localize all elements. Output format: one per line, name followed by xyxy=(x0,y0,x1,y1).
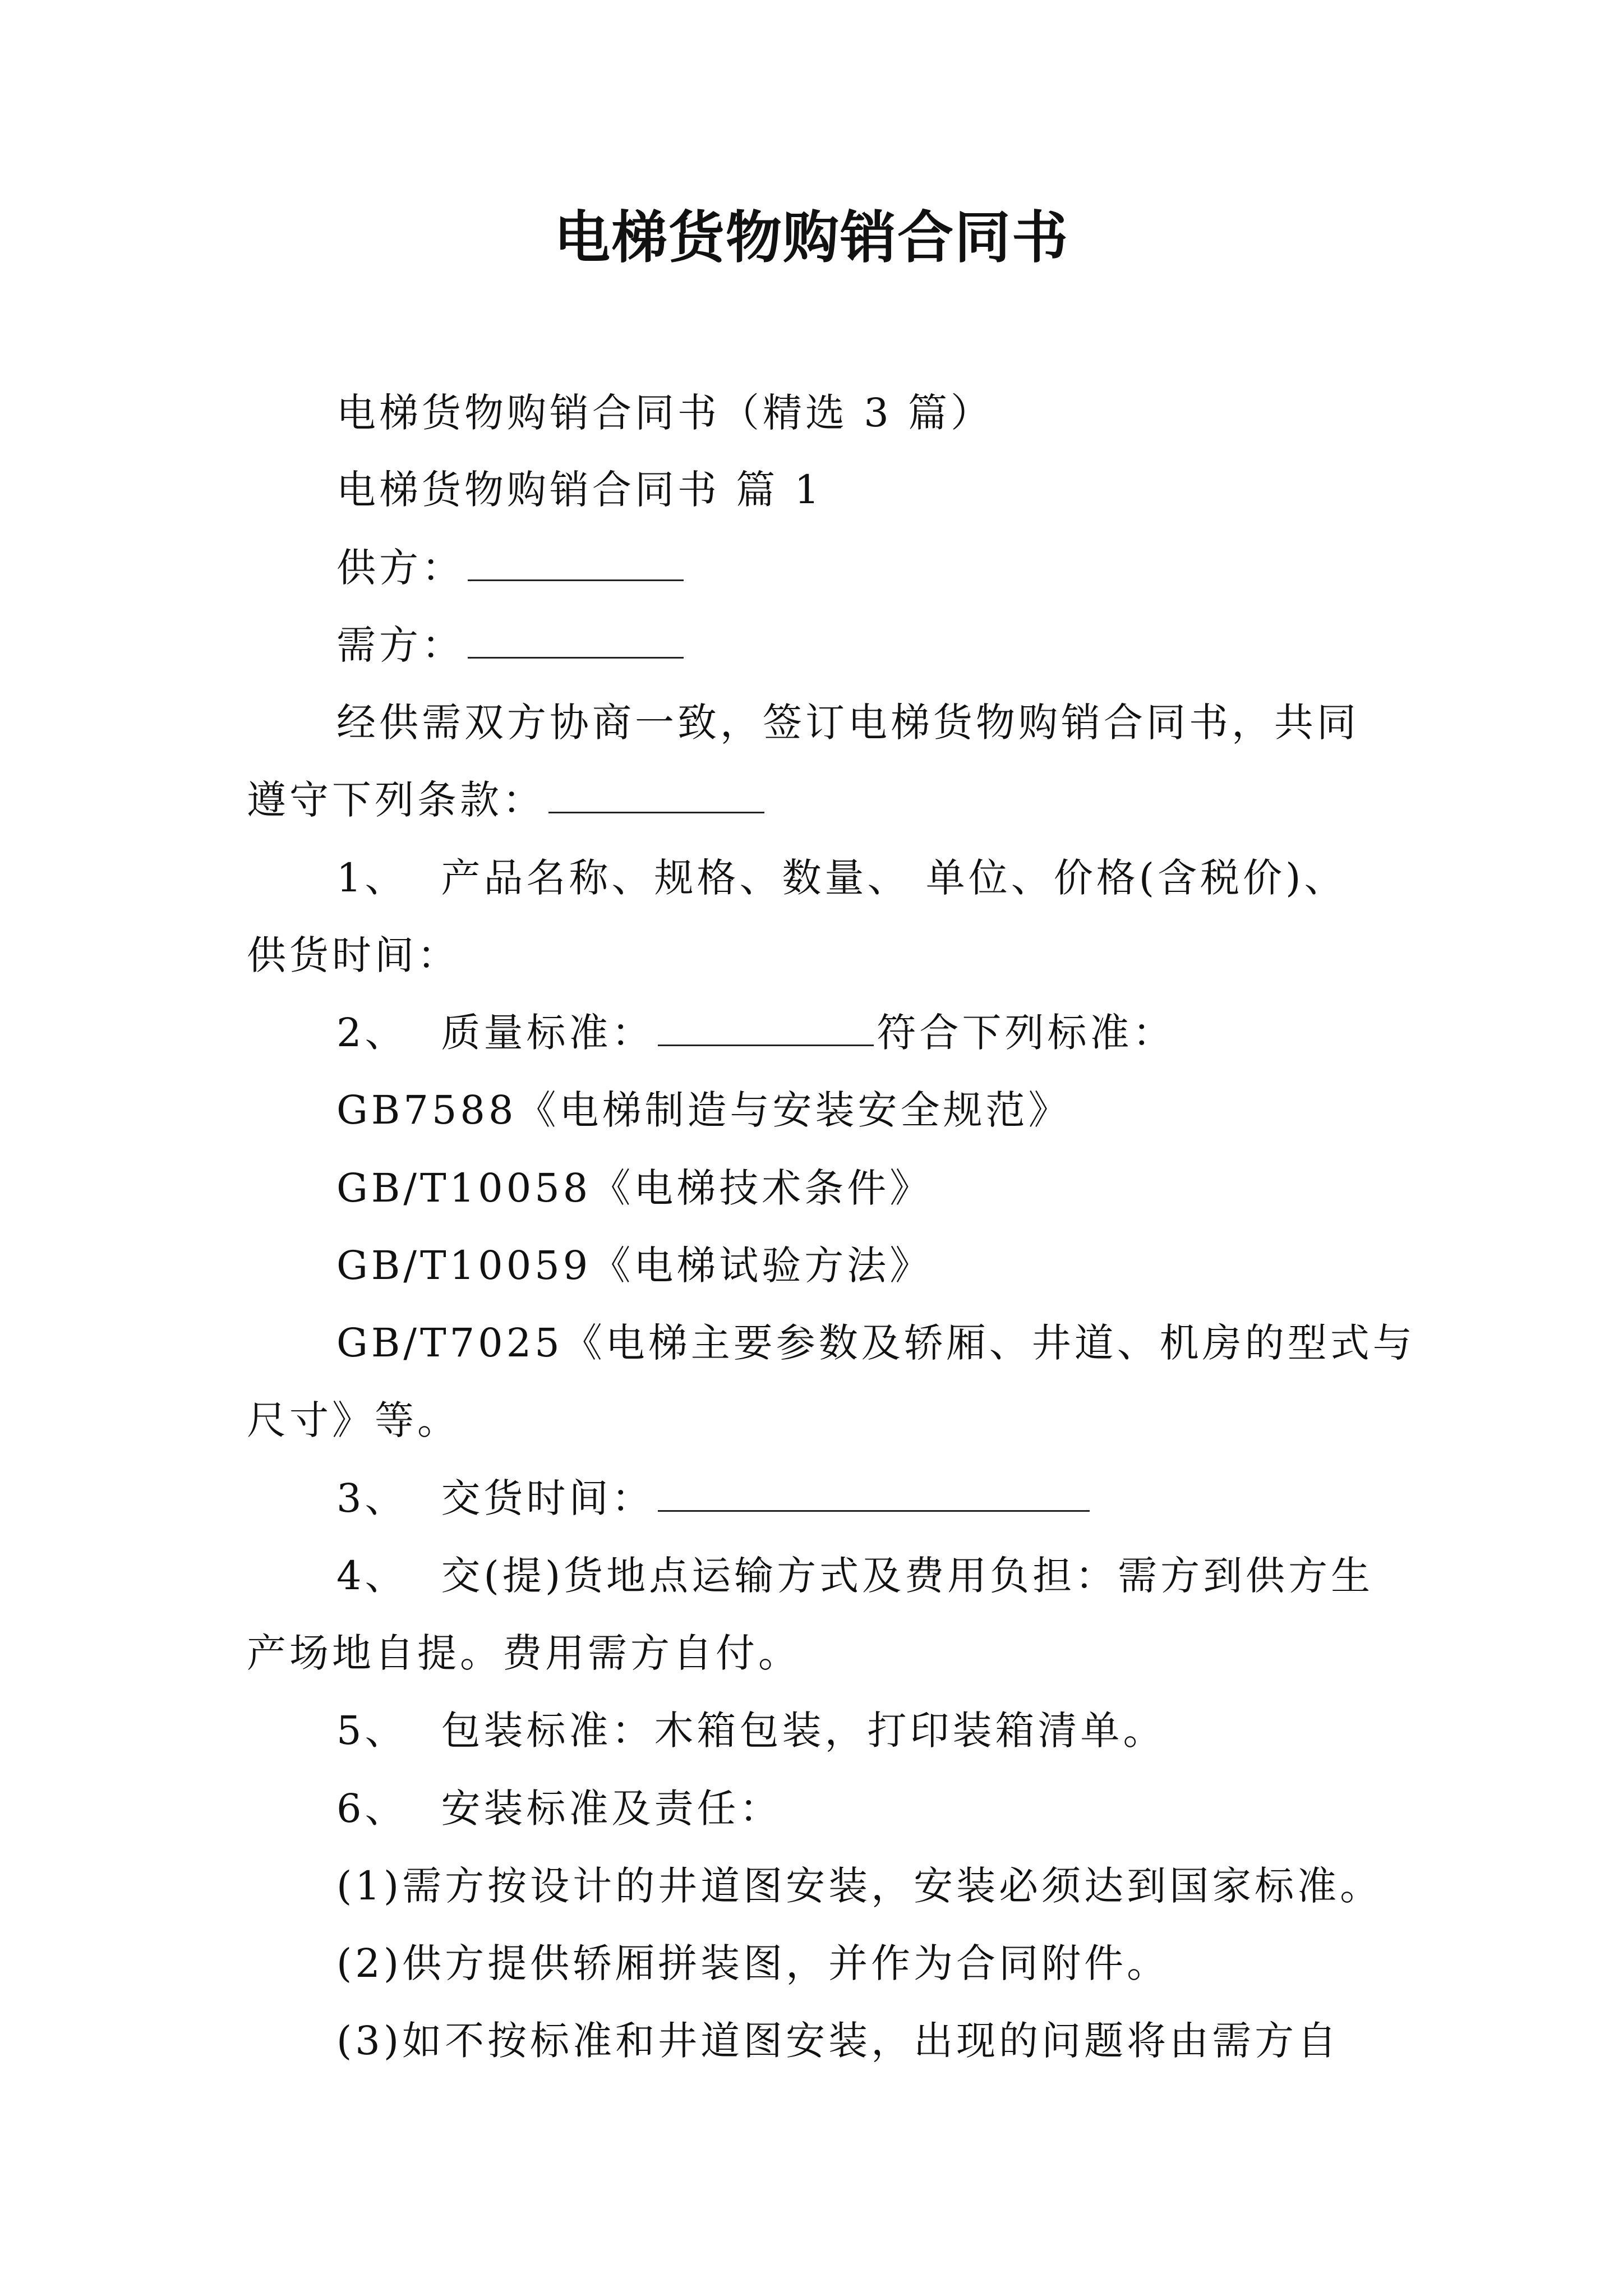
item-1-line-1 xyxy=(336,850,1347,906)
item-1-number: 1、 xyxy=(336,855,408,901)
intro-line-2 xyxy=(247,772,768,828)
item-6-line xyxy=(336,1780,782,1837)
item-2-line xyxy=(336,1005,1175,1061)
item-2-number: 2、 xyxy=(336,1010,408,1056)
buyer-label: 需方： xyxy=(336,622,464,668)
item-2-text-b: 符合下列标准： xyxy=(877,1010,1175,1056)
document-subtitle: 电梯货物购销合同书（精选 3 篇） xyxy=(336,390,994,436)
intro-blank xyxy=(548,772,764,813)
item-3-number: 3、 xyxy=(336,1475,408,1521)
item-2-text-a: 质量标准： xyxy=(441,1010,654,1056)
item-1-line-2: 供货时间： xyxy=(247,932,460,978)
sub-clause-1: (1)需方按设计的井道图安装，安装必须达到国家标准。 xyxy=(336,1863,1383,1909)
item-4-line-1 xyxy=(336,1548,1373,1604)
sub-clause-2: (2)供方提供轿厢拼装图，并作为合同附件。 xyxy=(336,1940,1170,1986)
item-5-text: 包装标准：木箱包装，打印装箱清单。 xyxy=(441,1708,1166,1754)
item-4-number: 4、 xyxy=(336,1553,408,1599)
item-4-line-2: 产场地自提。费用需方自付。 xyxy=(247,1630,801,1676)
sub-clause-3: (3)如不按标准和井道图安装，出现的问题将由需方自 xyxy=(336,2018,1340,2064)
buyer-blank xyxy=(468,618,684,659)
section-heading: 电梯货物购销合同书 篇 1 xyxy=(336,467,823,513)
item-3-text: 交货时间： xyxy=(441,1475,654,1521)
supplier-label: 供方： xyxy=(336,545,464,591)
item-5-line xyxy=(336,1703,1166,1759)
quality-blank xyxy=(658,1005,874,1046)
document-title: 电梯货物购销合同书 xyxy=(554,204,1069,270)
standard-4-line-2: 尺寸》等。 xyxy=(247,1397,460,1443)
item-6-number: 6、 xyxy=(336,1786,408,1832)
standard-3: GB/T10059《电梯试验方法》 xyxy=(336,1243,933,1289)
item-6-text: 安装标准及责任： xyxy=(441,1786,782,1832)
delivery-time-blank xyxy=(658,1471,1090,1512)
supplier-line xyxy=(336,540,687,596)
supplier-blank xyxy=(468,540,684,581)
intro-line-1: 经供需双方协商一致，签订电梯货物购销合同书，共同 xyxy=(336,700,1359,746)
standard-1: GB7588《电梯制造与安装安全规范》 xyxy=(336,1087,1071,1133)
standard-4-line-1: GB/T7025《电梯主要参数及轿厢、井道、机房的型式与 xyxy=(336,1320,1415,1366)
item-1-text: 产品名称、规格、数量、 单位、价格(含税价)、 xyxy=(441,855,1347,901)
item-3-line xyxy=(336,1470,1093,1526)
buyer-line xyxy=(336,617,687,673)
item-5-number: 5、 xyxy=(336,1708,408,1754)
intro-terms-label: 遵守下列条款： xyxy=(247,777,545,823)
item-4-text: 交(提)货地点运输方式及费用负担：需方到供方生 xyxy=(441,1553,1374,1599)
standard-2: GB/T10058《电梯技术条件》 xyxy=(336,1165,933,1211)
